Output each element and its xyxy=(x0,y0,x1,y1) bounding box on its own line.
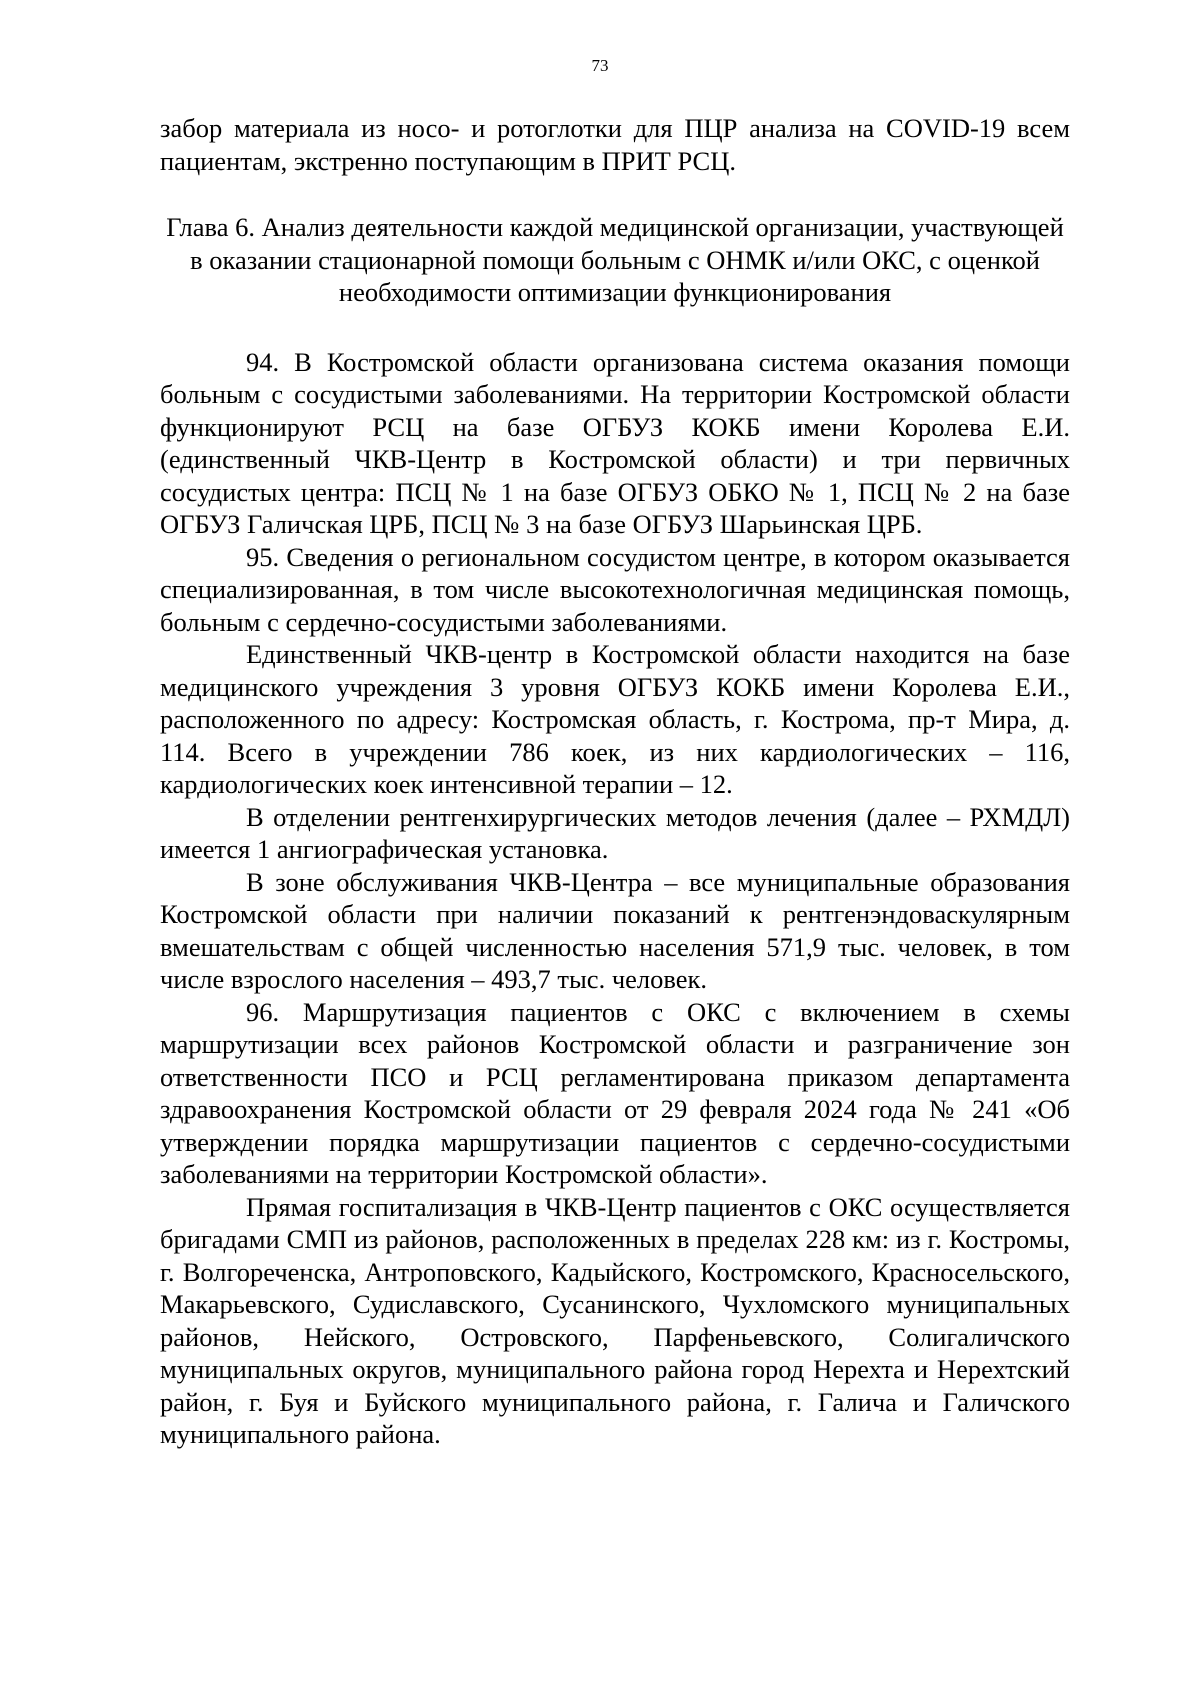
paragraph-covid-testing: забор материала из носо- и ротоглотки для ПЦР анализа на COVID-19 всем пациентам, экстренно поступающим в ПРИТ РСЦ. xyxy=(160,113,1070,176)
paragraph-95-pci-center: Единственный ЧКВ-центр в Костромской области находится на базе медицинского учреждения 3 уровня ОГБУЗ КОКБ имени Королева Е.И., расположенного по адресу: Костромская область, г. Кострома, пр-т Мира, д. 114. Всего в учреждении 786 коек, из них кардиологических – 116, кардиологических коек интенсивной терапии – 12. xyxy=(160,639,1070,799)
document-body xyxy=(160,112,1070,1451)
paragraph-96-hospitalization: Прямая госпитализация в ЧКВ-Центр пациентов с ОКС осуществляется бригадами СМП из районов, расположенных в пределах 228 км: из г. Костромы, г. Волгореченска, Антроповского, Кадыйского, Костромского, Красносельского, Макарьевского, Судиславского, Сусанинского, Чухломского муниципальных районов, Нейского, Островского, Парфеньевского, Солигаличского муниципальных округов, муниципального района город Нерехта и Нерехтский район, г. Буя и Буйского муниципального района, г. Галича и Галичского муниципального района. xyxy=(160,1191,1070,1449)
paragraph-95-department: В отделении рентгенхирургических методов лечения (далее – РХМДЛ) имеется 1 ангиографическая установка. xyxy=(160,801,1070,864)
paragraph-95-service-zone: В зоне обслуживания ЧКВ-Центра – все муниципальные образования Костромской области при наличии показаний к рентгенэндоваскулярным вмешательствам с общей численностью населения 571,9 тыс. человек, в том числе взрослого населения – 493,7 тыс. человек. xyxy=(160,866,1070,994)
chapter-title: Глава 6. Анализ деятельности каждой медицинской организации, участвующей в оказании стационарной помощи больным с ОНМК и/или ОКС, с оценкой необходимости оптимизации функционирования xyxy=(166,212,1064,307)
paragraph-95: 95. Сведения о региональном сосудистом центре, в котором оказывается специализированная, в том числе высокотехнологичная медицинская помощь, больным с сердечно-сосудистыми заболеваниями. xyxy=(160,541,1070,637)
page-number: 73 xyxy=(591,56,609,75)
paragraph-96: 96. Маршрутизация пациентов с ОКС с включением в схемы маршрутизации всех районов Костромской области и разграничение зон ответственности ПСО и РСЦ регламентирована приказом департамента здравоохранения Костромской области от 29 февраля 2024 года № 241 «Об утверждении порядка маршрутизации пациентов с сердечно-сосудистыми заболеваниями на территории Костромской области». xyxy=(160,996,1070,1189)
paragraph-94: 94. В Костромской области организована система оказания помощи больным с сосудистыми заболеваниями. На территории Костромской области функционируют РСЦ на базе ОГБУЗ КОКБ имени Королева Е.И. (единственный ЧКВ-Центр в Костромской области) и три первичных сосудистых центра: ПСЦ № 1 на базе ОГБУЗ ОБКО № 1, ПСЦ № 2 на базе ОГБУЗ Галичская ЦРБ, ПСЦ № 3 на базе ОГБУЗ Шарьинская ЦРБ. xyxy=(160,346,1070,539)
